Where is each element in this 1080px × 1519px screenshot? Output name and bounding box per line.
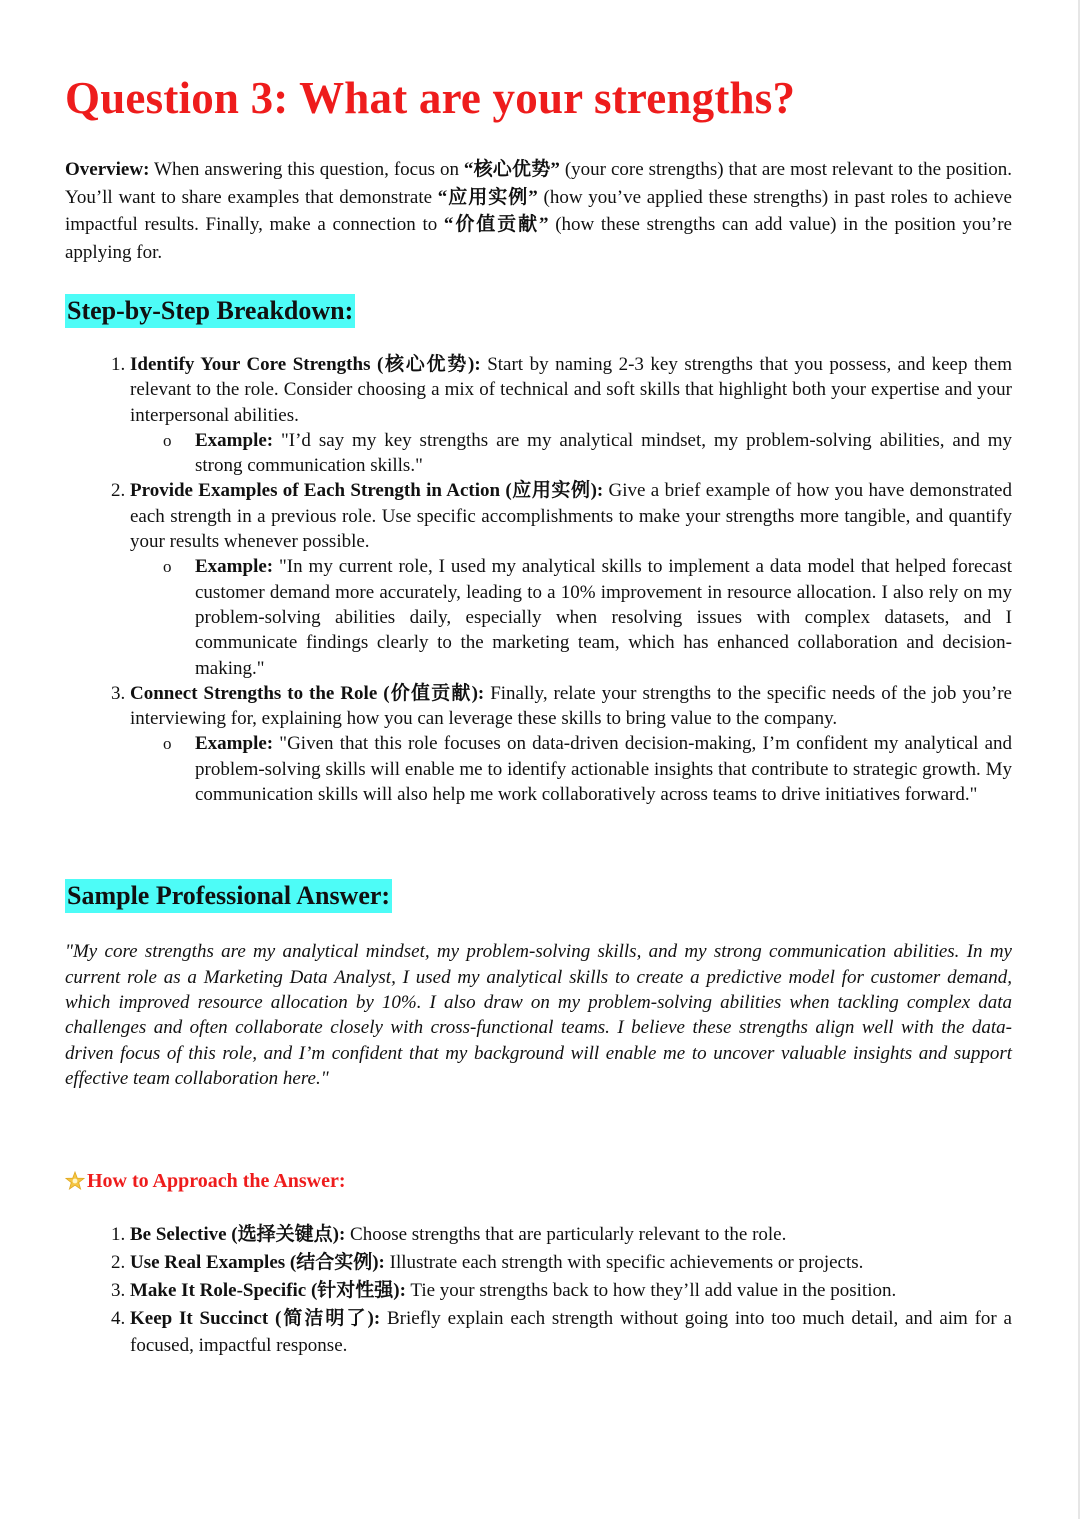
step-example (163, 554, 1012, 680)
step-title: Identify Your Core Strengths (核心优势): (130, 354, 481, 375)
approach-item-text: Choose strengths that are particularly relevant to the role. (345, 1224, 787, 1246)
example-text: "I’d say my key strengths are my analytical mindset, my problem-solving abilities, and my strong communication skills." (195, 429, 1012, 477)
approach-item-title: Keep It Succinct (简洁明了): (130, 1307, 381, 1329)
approach-item (130, 1277, 1012, 1305)
approach-item (130, 1221, 1012, 1249)
overview-keyword-value: “价值贡献” (443, 214, 549, 235)
bullet-icon: o (163, 557, 172, 577)
sample-heading: Sample Professional Answer: (65, 879, 392, 913)
step-example-list (130, 428, 1012, 479)
overview-text-2: (your core strengths) that are most relevant to the position. You’ll want to share examples that demonstrate (65, 159, 1012, 208)
step-title: Provide Examples of Each Strength in Action (应用实例): (130, 480, 604, 502)
approach-item-title: Be Selective (选择关键点): (130, 1224, 346, 1246)
step-example-list (130, 554, 1012, 680)
approach-item-title: Make It Role-Specific (针对性强): (130, 1279, 406, 1301)
overview-text-1: When answering this question, focus on (149, 159, 464, 180)
bullet-icon: o (163, 430, 172, 450)
overview-keyword-core: “核心优势” (463, 159, 560, 180)
breakdown-step (130, 478, 1012, 680)
overview-paragraph (65, 156, 1012, 266)
approach-item (130, 1305, 1012, 1361)
approach-item (130, 1249, 1012, 1277)
example-text: "In my current role, I used my analytical skills to implement a data model that helped forecast customer demand more accurately, leading to a 10% improvement in resource allocation. I also rely on my problem-solving abilities daily, especially when resolving issues with complex datasets, and I communicate findings clearly to the marketing team, which has enhanced collaboration and decision-making." (195, 556, 1012, 679)
example-label: Example: (195, 556, 274, 578)
sample-answer: "My core strengths are my analytical mindset, my problem-solving skills, and my strong communication abilities. In my current role as a Marketing Data Analyst, I used my analytical skills to create a predictive model for customer demand, which improved resource allocation by 10%. I also draw on my problem-solving abilities when tackling complex data challenges and often collaborate closely with cross-functional teams. I believe these strengths align well with the data-driven focus of this role, and I’m confident that my background will enable me to uncover valuable insights and support effective team collaboration here." (65, 941, 1012, 1089)
step-text: Finally, relate your strengths to the specific needs of the job you’re interviewing for, explaining how you can leverage these skills to bring value to the company. (130, 682, 1012, 730)
example-text: "Given that this role focuses on data-driven decision-making, I’m confident my analytical and problem-solving skills will enable me to identify actionable insights that contribute to strategic growth. My communication skills will also help me work collaboratively across teams to drive initiatives forward." (195, 733, 1012, 806)
breakdown-list (65, 352, 1012, 807)
breakdown-step (130, 352, 1012, 478)
page-title: Question 3: What are your strengths? (65, 73, 796, 123)
approach-item-text: Tie your strengths back to how they’ll add value in the position. (405, 1279, 897, 1301)
overview-text-3: (how you’ve applied these strengths) in past roles to achieve impactful results. Finally, make a connection to (65, 186, 1012, 235)
breakdown-heading: Step-by-Step Breakdown: (65, 294, 355, 328)
overview-label: Overview: (65, 159, 150, 180)
approach-item-text: Illustrate each strength with specific achievements or projects. (384, 1251, 864, 1273)
approach-heading: How to Approach the Answer: (87, 1170, 346, 1193)
overview-text-4: (how these strengths can add value) in the position you’re applying for. (65, 214, 1012, 263)
step-example (163, 731, 1012, 807)
approach-item-title: Use Real Examples (结合实例): (130, 1251, 385, 1273)
overview-keyword-applied: “应用实例” (437, 186, 538, 208)
step-text: Give a brief example of how you have demonstrated each strength in a previous role. Use specific accomplishments to make your strengths more tangible, and quantify your results whenever possible. (130, 480, 1012, 553)
example-label: Example: (195, 733, 274, 755)
star-icon (65, 1171, 85, 1191)
step-example-list (130, 731, 1012, 807)
bullet-icon: o (163, 734, 172, 754)
step-example (163, 428, 1012, 479)
step-title: Connect Strengths to the Role (价值贡献): (130, 682, 485, 704)
breakdown-step (130, 681, 1012, 807)
step-text: Start by naming 2-3 key strengths that you possess, and keep them relevant to the role. Consider choosing a mix of technical and soft skills that highlight both your expertise and your interpersonal abilities. (130, 354, 1012, 426)
approach-list (65, 1221, 1012, 1360)
approach-heading-row (65, 1167, 1012, 1195)
approach-item-text: Briefly explain each strength without going into too much detail, and aim for a focused, impactful response. (130, 1307, 1012, 1357)
example-label: Example: (195, 429, 274, 451)
